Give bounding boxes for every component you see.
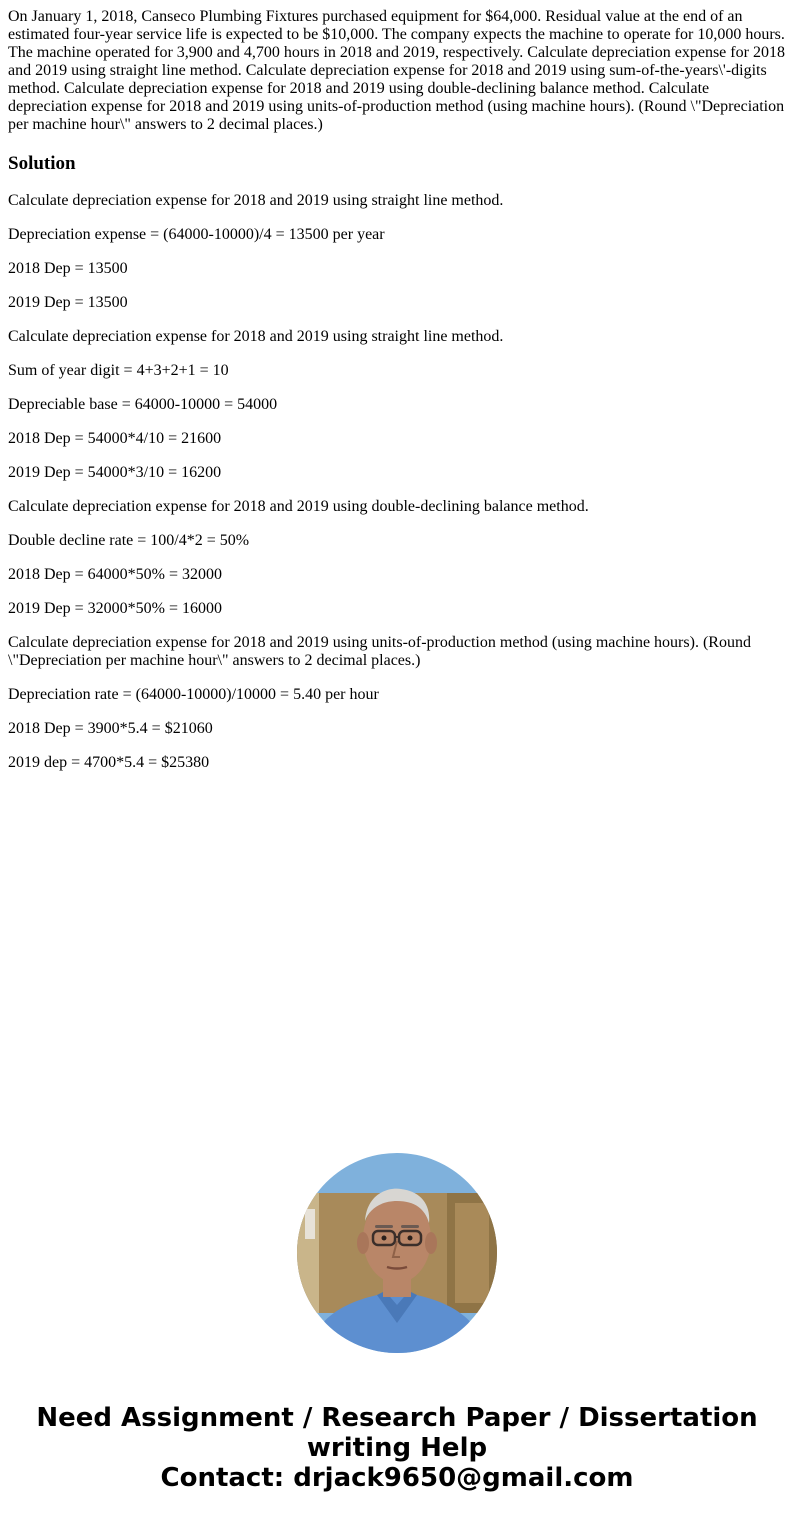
solution-line: Depreciable base = 64000-10000 = 54000: [8, 396, 278, 413]
solution-line: 2018 Dep = 54000*4/10 = 21600: [8, 430, 222, 447]
solution-line: Calculate depreciation expense for 2018 and 2019 using units-of-production method (using machine hours). (Round \"Depreciation per machine hour\" answers to 2 decimal places.): [8, 634, 751, 669]
avatar: [297, 1153, 497, 1353]
footer-contact-email: Contact: drjack9650@gmail.com: [160, 1463, 634, 1493]
solution-line: Sum of year digit = 4+3+2+1 = 10: [8, 362, 229, 379]
solution-line: Calculate depreciation expense for 2018 and 2019 using double-declining balance method.: [8, 498, 589, 515]
solution-line: 2018 Dep = 64000*50% = 32000: [8, 566, 223, 583]
solution-line: 2019 Dep = 32000*50% = 16000: [8, 600, 223, 617]
solution-line: 2018 Dep = 13500: [8, 260, 128, 277]
footer-contact-banner: [0, 1403, 794, 1493]
solution-line: Depreciation rate = (64000-10000)/10000 = 5.40 per hour: [8, 686, 379, 703]
footer-line-1: Need Assignment / Research Paper / Dissertation: [36, 1403, 758, 1433]
solution-heading: Solution: [8, 153, 76, 174]
solution-line: 2019 Dep = 13500: [8, 294, 128, 311]
solution-lines: [8, 192, 786, 772]
solution-line: Double decline rate = 100/4*2 = 50%: [8, 532, 250, 549]
question-text: On January 1, 2018, Canseco Plumbing Fixtures purchased equipment for $64,000. Residual value at the end of an estimated four-year service life is expected to be $10,000. The company expects the machine to operate for 10,000 hours. The machine operated for 3,900 and 4,700 hours in 2018 and 2019, respectively. Calculate depreciation expense for 2018 and 2019 using straight line method. Calculate depreciation expense for 2018 and 2019 using sum-of-the-years\'-digits method. Calculate depreciation expense for 2018 and 2019 using double-declining balance method. Calculate depreciation expense for 2018 and 2019 using units-of-production method (using machine hours). (Round \"Depreciation per machine hour\" answers to 2 decimal places.): [8, 8, 785, 133]
solution-line: Calculate depreciation expense for 2018 and 2019 using straight line method.: [8, 328, 504, 345]
solution-line: Calculate depreciation expense for 2018 and 2019 using straight line method.: [8, 192, 504, 209]
solution-line: 2019 dep = 4700*5.4 = $25380: [8, 754, 210, 771]
avatar-portrait-illustration: [297, 1153, 497, 1353]
solution-line: Depreciation expense = (64000-10000)/4 = 13500 per year: [8, 226, 385, 243]
solution-line: 2019 Dep = 54000*3/10 = 16200: [8, 464, 222, 481]
solution-line: 2018 Dep = 3900*5.4 = $21060: [8, 720, 213, 737]
footer-line-2: writing Help: [306, 1433, 488, 1463]
